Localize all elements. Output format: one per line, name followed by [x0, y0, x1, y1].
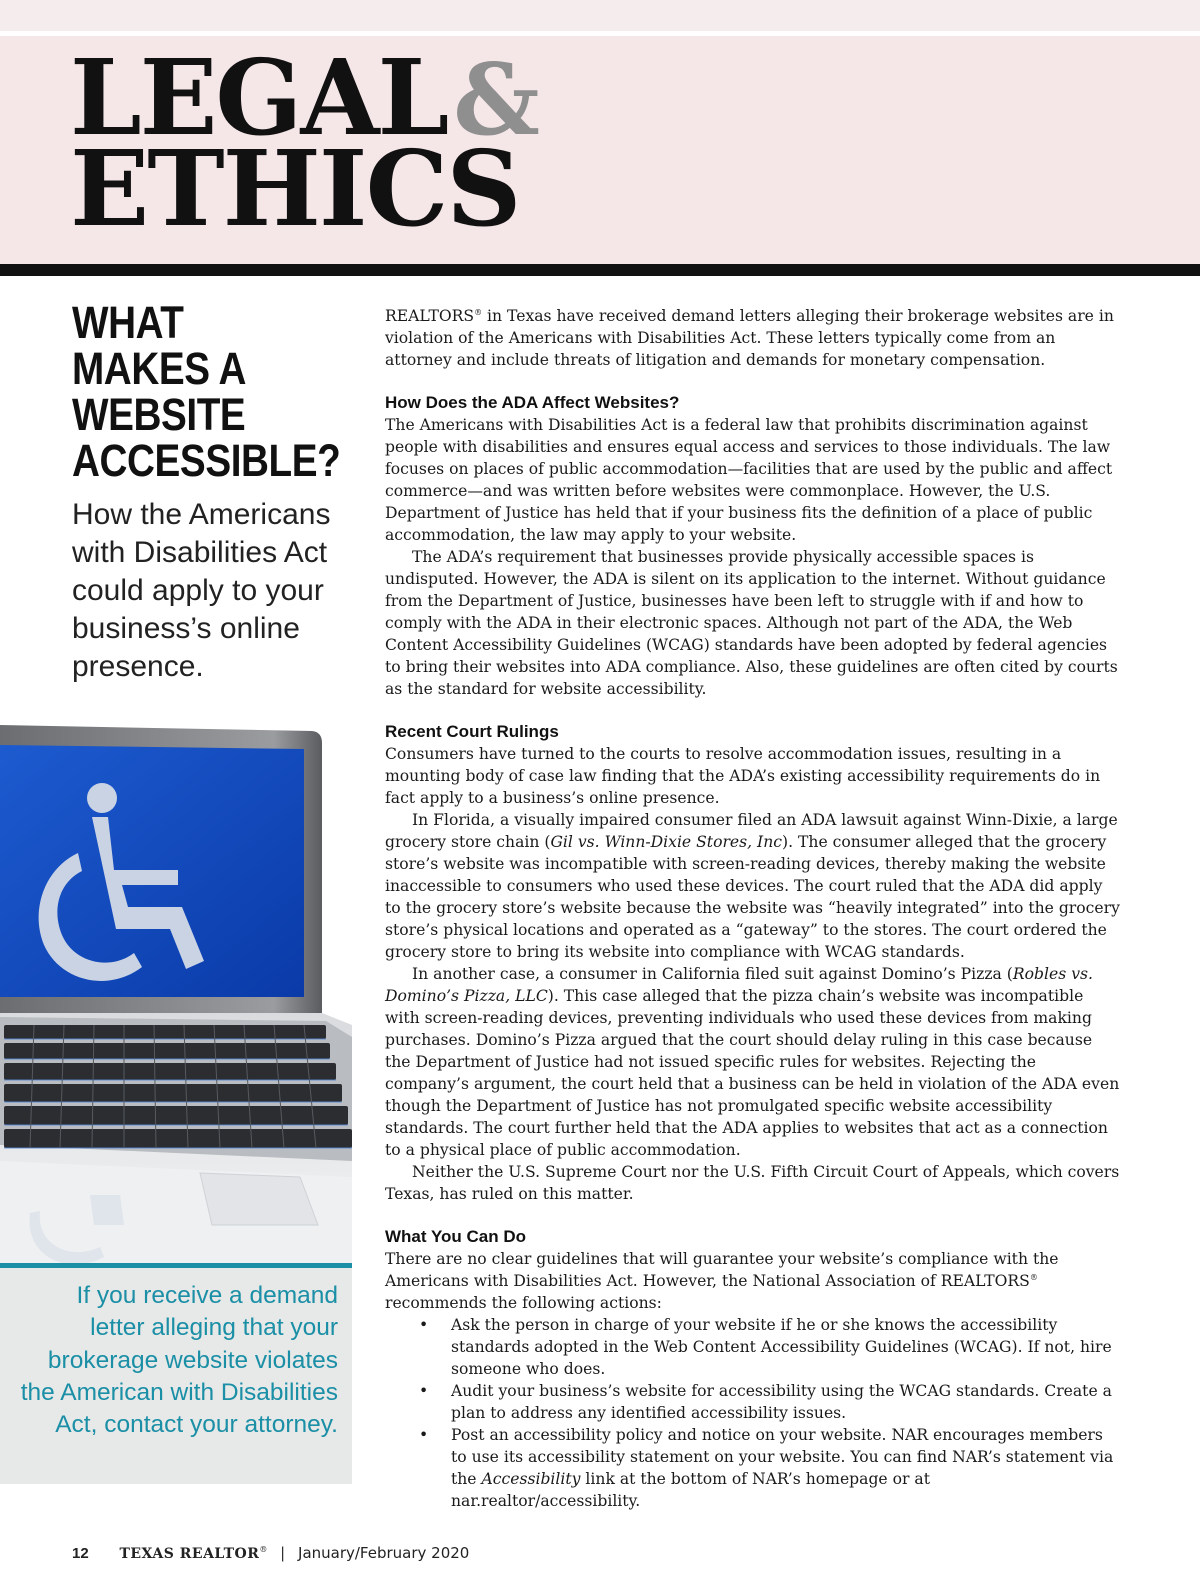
page-number: 12 — [72, 1545, 89, 1562]
section-heading: Recent Court Rulings — [385, 722, 559, 741]
intro-paragraph — [385, 305, 1120, 371]
registered-mark: ® — [474, 307, 483, 317]
footer-separator: | — [280, 1544, 286, 1562]
article-headline — [72, 297, 347, 486]
intro-text: in Texas have received demand letters alleging their brokerage websites are in violation of the Americans with Disabilities Act. These letters typically come from an attorney and include threats of litigation and demands for monetary compensation. — [385, 307, 1114, 369]
body-paragraph — [385, 1248, 1120, 1314]
bullet-icon: • — [419, 1426, 429, 1444]
paragraph-text: ). The consumer alleged that the grocery store’s website was incompatible with screen-reading devices, thereby making the website inaccessible to consumers who used these devices. The court ruled that the ADA did apply to the grocery store’s website because the website was “heavily integrated” into the grocery store’s physical locations and operated as a “gateway” to the stores. The court ordered the grocery store to bring its website into compliance with WCAG standards. — [385, 833, 1120, 961]
registered-mark: ® — [1029, 1272, 1038, 1282]
issue-date: January/February 2020 — [298, 1544, 470, 1562]
magazine-name: TEXAS REALTOR — [119, 1546, 260, 1562]
body-paragraph — [385, 963, 1120, 1161]
body-paragraph: Neither the U.S. Supreme Court nor the U.S. Fifth Circuit Court of Appeals, which covers Texas, has ruled on this matter. — [385, 1163, 1120, 1203]
top-strip — [0, 0, 1200, 31]
realtors-trademark: REALTORS — [385, 307, 475, 325]
body-paragraph: The Americans with Disabilities Act is a federal law that prohibits discrimination against people with disabilities and ensures equal access and services to those individuals. The law focuses on places of public accommodation—facilities that are used by the public and affect commerce—and was written before websites were commonplace. However, the U.S. Department of Justice has held that if your business fits the definition of a place of public accommodation, the law may apply to your website. — [385, 416, 1113, 544]
paragraph-text: There are no clear guidelines that will guarantee your website’s compliance with the Americans with Disabilities Act. However, the National Association of — [385, 1250, 1059, 1290]
case-name: Robles vs. Domino’s Pizza, LLC — [385, 965, 1093, 1005]
article-intro — [72, 297, 352, 686]
body-paragraph — [385, 809, 1120, 963]
masthead-ethics: ETHICS — [70, 127, 520, 250]
article-subhead: How the Americans with Disabilities Act could apply to your business’s online presence. — [72, 498, 331, 683]
article-body — [385, 305, 1120, 1512]
accessibility-link-text: Accessibility — [481, 1470, 581, 1488]
headline-line: WHAT — [72, 297, 184, 348]
paragraph-text: In Florida, a visually impaired consumer filed an ADA lawsuit against Winn-Dixie, a large grocery store chain ( — [385, 811, 1118, 851]
headline-line: ACCESSIBLE? — [72, 435, 341, 486]
pull-quote: If you receive a demand letter alleging that your brokerage website violates the American with Disabilities Act, contact your attorney. — [20, 1282, 338, 1439]
pull-quote-box — [0, 1268, 352, 1484]
headline-line: WEBSITE — [72, 389, 246, 440]
paragraph-text: In another case, a consumer in California filed suit against Domino’s Pizza ( — [412, 965, 1013, 983]
headline-line: MAKES A — [72, 343, 247, 394]
body-paragraph: The ADA’s requirement that businesses provide physically accessible spaces is undisputed. However, the ADA is silent on its application to the internet. Without guidance from the Department of Justice, businesses have been left to struggle with if and how to comply with the ADA in their electronic spaces. Although not part of the ADA, the Web Content Accessibility Guidelines (WCAG) standards have been adopted by federal agencies to bring their websites into ADA compliance. Also, these guidelines are often cited by courts as the standard for website accessibility. — [385, 548, 1118, 698]
realtors-trademark: REALTORS — [940, 1272, 1030, 1290]
list-item-text: link at the bottom of NAR’s homepage or at nar.realtor/accessibility. — [451, 1470, 930, 1510]
registered-mark: ® — [259, 1545, 268, 1554]
list-item — [385, 1424, 1120, 1512]
list-item-text: Audit your business’s website for accessibility using the WCAG standards. Create a plan to address any identified accessibility issues. — [451, 1382, 1112, 1422]
paragraph-text: ). This case alleged that the pizza chain’s website was incompatible with screen-reading devices, preventing individuals who used these devices from making purchases. Domino’s Pizza argued that the court should delay ruling in this case because the Department of Justice had not issued specific rules for websites. Rejecting the company’s argument, the court held that a business can be held in violation of the ADA even though the Department of Justice has not promulgated specific website accessibility standards. The court further held that the ADA applies to websites that act as a connection to a physical place of public accommodation. — [385, 987, 1120, 1159]
section-masthead — [70, 36, 548, 250]
action-list — [385, 1314, 1120, 1512]
section-heading: What You Can Do — [385, 1227, 527, 1246]
list-item-text: Post an accessibility policy and notice on your website. NAR encourages members to use its accessibility statement on your website. You can find NAR’s statement via the — [451, 1426, 1114, 1488]
paragraph-text: recommends the following actions: — [385, 1294, 662, 1312]
masthead-legal: LEGAL — [70, 36, 448, 159]
section-heading: How Does the ADA Affect Websites? — [385, 393, 680, 412]
bullet-icon: • — [419, 1382, 429, 1400]
list-item-text: Ask the person in charge of your website if he or she knows the accessibility standards adopted in the Web Content Accessibility Guidelines (WCAG). If not, hire someone who does. — [451, 1316, 1112, 1378]
list-item — [385, 1314, 1120, 1380]
masthead-ampersand: & — [453, 43, 538, 158]
laptop-photo — [0, 725, 352, 1265]
case-name: Gil vs. Winn-Dixie Stores, Inc — [550, 833, 782, 851]
body-paragraph: Consumers have turned to the courts to resolve accommodation issues, resulting in a mounting body of case law finding that the ADA’s existing accessibility requirements do in fact apply to a business’s online presence. — [385, 745, 1101, 807]
header-rule — [0, 264, 1200, 276]
page-footer — [72, 1544, 469, 1562]
laptop-illustration — [0, 725, 352, 1265]
bullet-icon: • — [419, 1316, 429, 1334]
list-item — [385, 1380, 1120, 1424]
